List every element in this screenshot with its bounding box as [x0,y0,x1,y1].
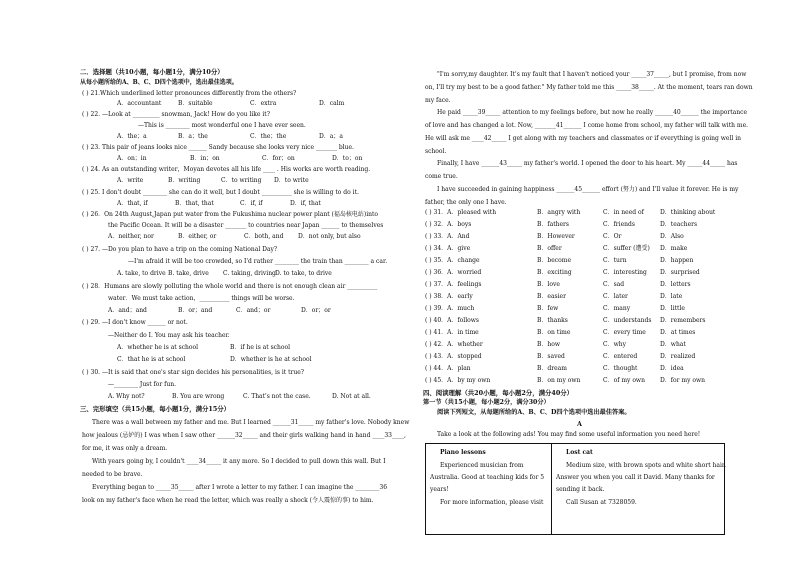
ad-piano-line-2: Australia. Good at teaching kids for 5 [430,474,545,481]
ad-piano-title: Piano lessons [440,449,486,456]
q23-stem: ( ) 23. This pair of jeans looks nice ______ Sandy because she looks very nice _______ blue. [82,144,354,151]
q30-option-a[interactable]: A. Why not? [108,393,145,400]
cloze-option-42-c[interactable]: C．why [603,341,626,348]
cloze-option-32-c[interactable]: C．friends [603,221,635,228]
cloze-option-43-c[interactable]: C．entered [603,353,638,360]
cloze-option-43-a[interactable]: ( ) 43．A．stopped [425,353,482,360]
q30-stem-2: —________ Just for fun. [108,381,177,388]
q25-stem: ( ) 25. I don't doubt ________ she can do it well, but I doubt __________ she is willing to do it. [82,189,359,196]
section4-part1: 第一节（共15小题，每小题2分，满分30分） [423,399,550,406]
q21-option-b[interactable]: B．suitable [178,100,213,107]
cloze-option-35-c[interactable]: C．turn [603,257,627,264]
cloze-option-33-c[interactable]: C．Or [603,233,622,240]
cloze-option-45-c[interactable]: C．of my own [603,377,645,384]
cloze-option-43[interactable] [425,353,696,360]
q21-option-c[interactable]: C．extra [250,100,277,107]
cloze-passage-line-1: There was a wall between my father and me. But I learned ______31_____ my father's love. Nobody knew [92,419,410,426]
cloze-option-34-c[interactable]: C．suffer (遭受) [603,245,650,252]
cloze-option-41-c[interactable]: C．every time [603,329,646,336]
cloze-option-31-d[interactable]: D．thinking about [660,209,716,216]
cloze-option-33-d[interactable]: D．Also [660,233,684,240]
passage-a-intro: Take a look at the following ads! You may find some useful information you need here! [437,431,701,438]
right-passage-line-8: Finally, I have ______43_____ my father's world. I opened the door to his heart. My _____44_____ has [437,160,738,167]
cloze-option-33-b[interactable]: B．However [537,233,575,240]
passage-a-label: A [577,420,582,428]
cloze-passage-line-5: needed to be brave. [82,471,143,478]
q28-option-d[interactable]: D．or；or [301,307,331,314]
cloze-option-42-d[interactable]: D．what [660,341,686,348]
ads-table [425,443,725,535]
cloze-option-42-b[interactable]: B．how [537,341,561,348]
q28-option-a[interactable]: A．and；and [108,307,147,314]
cloze-option-40-d[interactable]: D．remembers [660,317,706,324]
right-passage-line-9: come true. [425,173,458,180]
cloze-option-37-a[interactable]: ( ) 37．A．feelings [425,281,482,288]
cloze-option-44[interactable] [425,365,684,372]
q27-option-b[interactable]: B. take, drive [168,270,209,277]
q26-option-d[interactable]: D．not only, but also [298,233,361,240]
q21-stem: ( ) 21.Which underlined letter pronounces differently from the others? [82,90,297,97]
q21-option-d[interactable]: D．calm [319,100,345,107]
q24-option-d[interactable]: D．to write [274,177,309,184]
ad-piano-line-4: For more information, please visit [440,499,544,506]
cloze-option-39-c[interactable]: C．many [603,305,631,312]
right-passage-line-3: my face. [425,97,451,104]
right-passage-line-5: of love and has changed a lot. Now, _______41______ I come home from school, my father will talk with me. [425,122,749,129]
cloze-option-31[interactable] [425,209,716,216]
q26-option-c[interactable]: C．both, and [244,233,284,240]
ad-cat-line-2: Answer you when you call it David. Many thanks for [556,474,715,481]
q30-option-d[interactable]: D. Not at all. [332,393,371,400]
cloze-option-43-b[interactable]: B．saved [537,353,565,360]
section4-instructions: 阅读下列短文，从每题所给的A、B、C、D四个选项中选出最佳答案。 [437,409,631,416]
section4-title: 四、阅读理解（共20小题，每小题2分，满分40分） [423,389,574,397]
cloze-option-35-b[interactable]: B．become [537,257,572,264]
right-passage-line-4: He paid _____39_____ attention to my feelings before, but now he really ______40______ the importance [437,109,748,116]
cloze-option-40-a[interactable]: ( ) 40．A．follows [425,317,479,324]
cloze-option-34[interactable] [425,245,688,252]
q30-option-c[interactable]: C. That's not the case. [243,393,311,400]
cloze-option-42[interactable] [425,341,686,348]
cloze-option-36-d[interactable]: D．surprised [660,269,700,276]
cloze-option-37-b[interactable]: B．love [537,281,560,288]
q28-option-b[interactable]: B．or；and [178,307,213,314]
ads-table-divider [551,444,552,534]
cloze-option-37-c[interactable]: C．sad [603,281,625,288]
q29-stem-2: —Neither do I. You may ask his teacher. [108,332,230,339]
right-passage-line-6: He will ask me ____42_____ I get along with my teachers and classmates or if everything is going well in [425,135,741,142]
q28-stem-2: water．We must take action，__________ things will be worse. [108,295,295,302]
right-passage-line-10: I have succeeded in gaining happiness ______45______ effort (努力) and I'll value it forever. He is my [437,186,739,193]
cloze-option-38-d[interactable]: D．late [660,293,683,300]
q30-stem-1: ( ) 30. —It is said that one's star sign decides his personalities, is it true? [82,369,305,376]
q22-option-d[interactable]: D．a；a [319,133,343,140]
cloze-option-38-a[interactable]: ( ) 38．A．early [425,293,473,300]
cloze-option-39-a[interactable]: ( ) 39．A．much [425,305,475,312]
q29-option-c[interactable]: C．that he is at school [117,356,186,363]
cloze-option-38-b[interactable]: B．easier [537,293,566,300]
q27-stem-2: —I'm afraid it will be too crowded, so I'd rather ________ the train than ________ a car. [128,258,388,265]
q30-option-b[interactable]: B. You are wrong [172,393,225,400]
ad-cat-line-4: Call Susan at 7328059. [566,499,637,506]
q22-option-a[interactable]: A．the；a [117,133,147,140]
ad-piano-line-1: Experienced musician from [440,462,524,469]
cloze-option-42-a[interactable]: ( ) 42．A．whether [425,341,483,348]
q22-stem-2: —This is ________ most wonderful one I have ever seen. [138,122,306,129]
cloze-option-44-d[interactable]: D．idea [660,365,684,372]
q27-option-c[interactable]: C. taking, driving [223,270,276,277]
q24-option-c[interactable]: C．to writing [221,177,262,184]
q29-option-a[interactable]: A．whether he is at school [117,344,199,351]
cloze-option-32-d[interactable]: D．teachers [660,221,698,228]
q25-option-b[interactable]: B．that, that [175,200,214,207]
q25-option-d[interactable]: D．if, that [290,200,321,207]
cloze-option-45[interactable] [425,377,706,384]
cloze-option-35[interactable] [425,257,694,264]
section2-title: 二．选择题（共10小题，每小题1分，满分10分） [80,68,224,76]
cloze-passage-line-2: how jealous (忌妒的) I was when I saw other ______32_____ and their girls walking hand in hand ____33____, [82,432,406,439]
cloze-option-39[interactable] [425,305,685,312]
section2-instructions: 从每小题所给的A、B、C、D四个选项中，选出最佳选项。 [80,79,238,86]
q28-option-c[interactable]: C．and；or [236,307,271,314]
cloze-option-32[interactable] [425,221,698,228]
cloze-option-44-c[interactable]: C．thought [603,365,638,372]
cloze-option-34-d[interactable]: D．make [660,245,688,252]
cloze-option-37-d[interactable]: D．letters [660,281,691,288]
q23-option-d[interactable]: D．to；on [332,155,363,162]
cloze-option-44-b[interactable]: B．dream [537,365,567,372]
cloze-option-32-a[interactable]: ( ) 32．A．boys [425,221,472,228]
section3-title: 三、完形填空（共15小题，每小题1分，满分15分） [80,405,231,413]
cloze-option-45-d[interactable]: D．for my own [660,377,706,384]
right-passage-line-2: on, I'll try my best to be a good father." My father told me this _____38_____. At the moment, tears ran down [425,84,753,91]
q25-option-a[interactable]: A．that, if [117,200,148,207]
cloze-option-38-c[interactable]: C．later [603,293,628,300]
q29-option-b[interactable]: B．if he is at school [230,344,291,351]
cloze-option-40[interactable] [425,317,706,324]
cloze-option-31-a[interactable]: ( ) 31．A．pleased with [425,209,497,216]
q23-option-b[interactable]: B．in；on [190,155,220,162]
cloze-option-36-a[interactable]: ( ) 36．A．worried [425,269,482,276]
q22-option-b[interactable]: B．a；the [178,133,208,140]
cloze-option-31-c[interactable]: C．in need of [603,209,644,216]
cloze-passage-line-4: With years going by, I couldn't ____34_____ it any more. So I decided to pull down this wall. But I [92,458,386,465]
ad-piano-line-3: years! [430,486,449,493]
cloze-option-35-d[interactable]: D．happen [660,257,694,264]
cloze-option-36-b[interactable]: B．exciting [537,269,572,276]
cloze-option-41-a[interactable]: ( ) 41．A．in time [425,329,479,336]
q27-option-a[interactable]: A. take, to drive [117,270,166,277]
q26-stem-1: ( ) 26．On 24th August,Japan put water from the Fukushima nuclear power plant (福岛核电站)into [82,211,379,218]
q24-option-a[interactable]: A．write [117,177,144,184]
cloze-option-40-c[interactable]: C．understands [603,317,652,324]
cloze-option-34-a[interactable]: ( ) 34．A．give [425,245,471,252]
cloze-option-35-a[interactable]: ( ) 35．A．change [425,257,480,264]
ad-cat-title: Lost cat [566,449,593,456]
q21-option-a[interactable]: A．accountant [117,100,162,107]
q26-stem-2: the Pacific Ocean. It will be a disaster _______ to countries near Japan ______ to themselves [108,222,384,229]
cloze-option-45-a[interactable]: ( ) 45．A．by my own [425,377,491,384]
q29-option-d[interactable]: D．whether is he at school [230,356,312,363]
cloze-option-33-a[interactable]: ( ) 33．A．And [425,233,470,240]
cloze-option-34-b[interactable]: B．offer [537,245,562,252]
cloze-option-44-a[interactable]: ( ) 44．A．plan [425,365,471,372]
q23-option-a[interactable]: A．on；in [117,155,147,162]
q26-option-a[interactable]: A．neither, nor [108,233,154,240]
ad-cat-line-3: sending it back. [556,486,605,493]
q26-option-b[interactable]: B．either, or [178,233,217,240]
cloze-option-31-b[interactable]: B．angry with [537,209,581,216]
q22-option-c[interactable]: C．the；the [250,133,287,140]
cloze-option-41-d[interactable]: D．at times [660,329,696,336]
cloze-option-37[interactable] [425,281,691,288]
q29-stem-1: ( ) 29. —I don't know ______ or not. [82,319,188,326]
cloze-option-43-d[interactable]: D．realized [660,353,696,360]
q28-stem-1: ( ) 28．Humans are slowly polluting the whole world and there is not enough clean air __________ [82,283,378,290]
cloze-passage-line-3: for me, it was only a dream. [82,445,168,452]
cloze-option-38[interactable] [425,293,683,300]
right-passage-line-1: "I'm sorry,my daughter. It's my fault that I haven't noticed your _____37_____, but I promise, from now [437,71,747,78]
cloze-option-40-b[interactable]: B．thanks [537,317,568,324]
q24-stem: ( ) 24. As an outstanding writer，Moyan devotes all his life ____ . His works are worth reading. [82,166,371,173]
cloze-option-33[interactable] [425,233,684,240]
q24-option-b[interactable]: B．writing [168,177,201,184]
cloze-option-41-b[interactable]: B．on time [537,329,571,336]
cloze-passage-line-6: Everything began to _____35_____ after I wrote a letter to my father. I can imagine the ________36 [92,484,388,491]
q25-option-c[interactable]: C．if, if [240,200,263,207]
cloze-option-41[interactable] [425,329,696,336]
q27-option-d[interactable]: D. to take, to drive [275,270,332,277]
cloze-option-36[interactable] [425,269,700,276]
cloze-option-32-b[interactable]: B．fathers [537,221,569,228]
cloze-option-45-b[interactable]: B．on my own [537,377,581,384]
right-column [397,0,794,562]
q23-option-c[interactable]: C．for；on [262,155,295,162]
right-passage-line-7: school. [425,148,447,155]
q22-stem-1: ( ) 22. —Look at _________ snowman, Jack! How do you like it? [82,111,270,118]
cloze-option-39-b[interactable]: B．few [537,305,559,312]
cloze-option-36-c[interactable]: C．interesting [603,269,647,276]
q27-stem-1: ( ) 27. —Do you plan to have a trip on the coming National Day? [82,246,278,253]
cloze-passage-line-7: look on my father's face when he read the letter, which was really a shock (令人震惊的事) to him. [82,497,374,504]
ad-cat-line-1: Medium size, with brown spots and white short hair. [566,462,727,469]
cloze-option-39-d[interactable]: D．little [660,305,685,312]
right-passage-line-11: father, the only one I have. [425,199,507,206]
